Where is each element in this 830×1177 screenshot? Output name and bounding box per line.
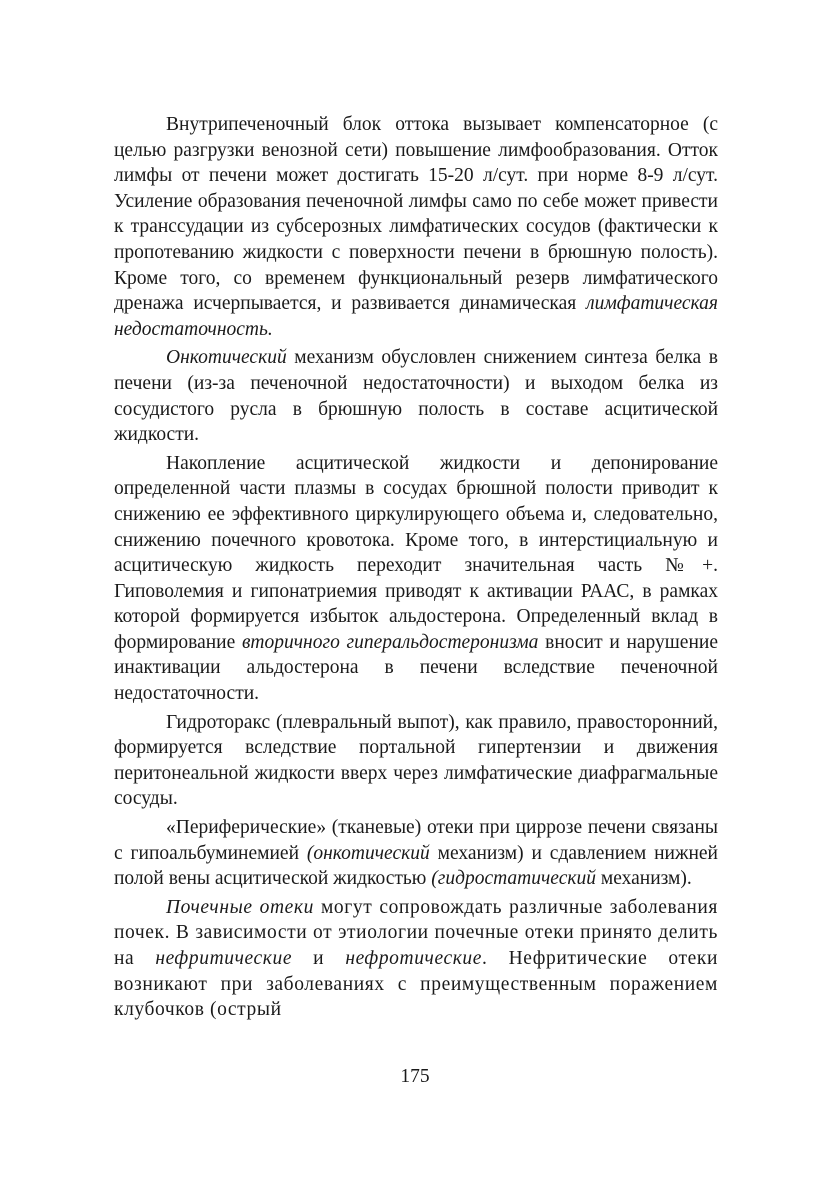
text-run: механизм). <box>596 868 692 890</box>
body-text <box>114 112 718 1023</box>
text-run: Гидроторакс (плевральный выпот), как правило, правосторонний, формируется вследствие портальной гипертензии и движения перитонеальной жидкости вверх через лимфатические диафрагмальные сосуды. <box>114 711 718 810</box>
text-run: механизм) и сдавлением нижней полой вены асцитической жидкостью <box>114 842 718 890</box>
text-run: «Периферические» (тканевые) отеки при циррозе печени связаны с гипоальбуминемией <box>114 817 718 864</box>
italic-term: нефритические <box>155 948 293 969</box>
paragraph-ascites-accumulation <box>114 451 718 707</box>
italic-term: (гидростатический <box>431 868 596 890</box>
text-run: могут сопровождать различные заболевания почек. В зависимости от этиологии почечные отеки принято делить на <box>114 896 719 969</box>
text-run: Накопление асцитической жидкости и депонирование определенной части плазмы в сосудах брюшной полости приводит к снижению ее эффективного циркулирующего объема и, следовательно, снижению почечного кровотока. Кроме того, в интерстициальную и асцитическую жидкость переходит значительная часть №+. Гиповолемия и гипонатриемия приводят к активации РААС, в рамках которой формируется избыток альдостерона. Определенный вклад в формирование <box>114 452 718 653</box>
text-run: Внутрипеченочный блок оттока вызывает компенсаторное (с целью разгрузки венозной сети) повышение лимфообразования. Отток лимфы от печени может достигать 15-20 л/сут. при норме 8-9 л/сут. Усиление образования печеночной лимфы само по себе может привести к транссудации из субсерозных лимфатических сосудов (фактически к пропотеванию жидкости с поверхности печени в брюшную полость). Кроме того, со временем функциональный резерв лимфатического дренажа исчерпывается, и развивается динамическая <box>114 114 718 315</box>
italic-term: (онкотический <box>306 842 430 864</box>
text-run: механизм обусловлен снижением синтеза белка в печени (из-за печеночной недостаточности) и выходом белка из сосудистого русла в брюшную полость в составе асцитической жидкости. <box>114 347 718 446</box>
paragraph-renal-edema <box>114 895 718 1023</box>
italic-term: нефротические <box>345 948 483 969</box>
paragraph-peripheral-edema <box>114 815 718 892</box>
italic-term: Онкотический <box>166 347 287 369</box>
page-number: 175 <box>400 1066 430 1087</box>
text-run: . Нефритические отеки возникают при заболеваниях с преимущественным поражением клубочков (острый <box>114 948 718 1021</box>
italic-term: Почечные отеки <box>166 896 315 918</box>
text-run: вносит и нарушение инактивации альдостерона в печени вследствие печеночной недостаточности. <box>114 631 718 705</box>
paragraph-oncotic-mechanism <box>114 345 718 447</box>
italic-term: лимфатическая недостаточность. <box>114 293 718 340</box>
paragraph-hydrothorax <box>114 710 718 812</box>
paragraph-lymph-block <box>114 112 718 342</box>
text-run: и <box>292 948 346 969</box>
italic-term: вторичного гиперальдостеронизма <box>241 631 539 653</box>
